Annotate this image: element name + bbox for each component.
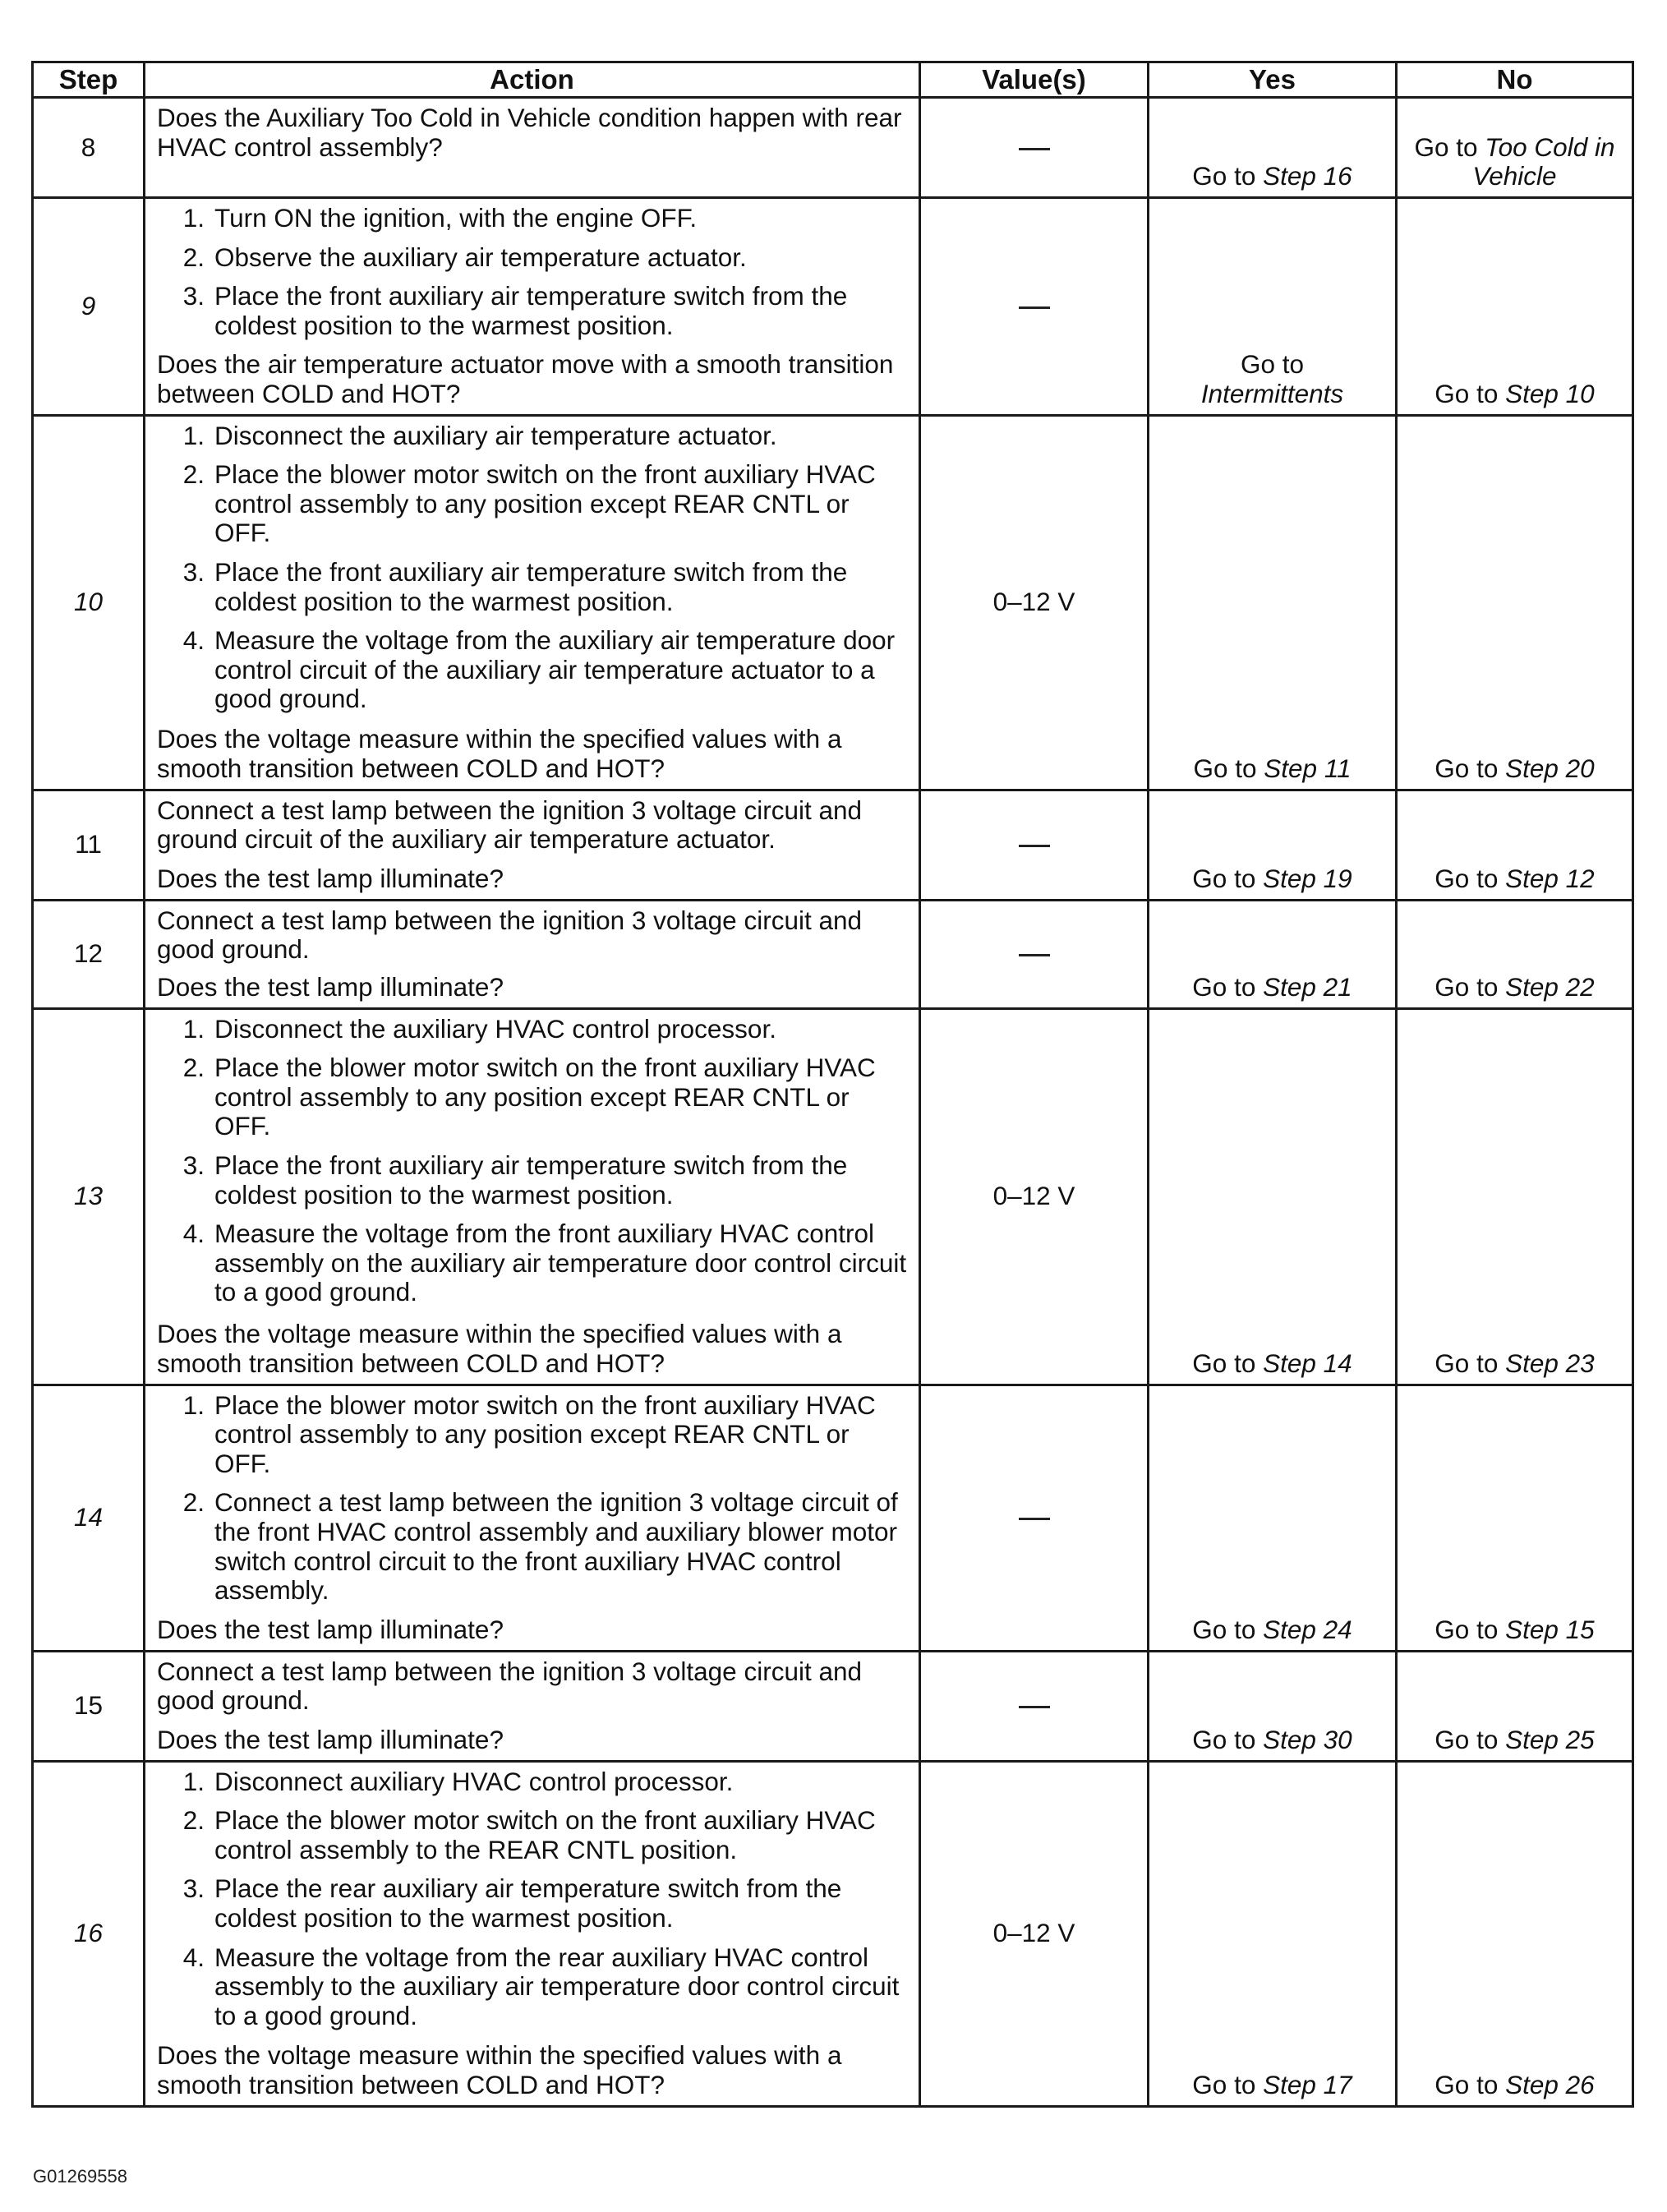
procedure-step	[157, 1943, 909, 2031]
no-outcome	[1397, 790, 1633, 900]
no-outcome	[1397, 98, 1633, 198]
procedure-step-number: 2.	[182, 459, 205, 490]
procedure-step-text: Measure the voltage from the auxiliary air temperature door control circuit of the auxiliary air temperature actuator to a good ground.	[214, 625, 896, 714]
no-prefix: Go to	[1434, 1614, 1506, 1644]
value-cell	[920, 98, 1149, 198]
procedure-step	[157, 422, 909, 451]
no-link[interactable]: Step 12	[1505, 863, 1595, 893]
action-question: Does the test lamp illuminate?	[157, 863, 504, 893]
no-prefix: Go to	[1434, 863, 1506, 893]
action-question: Does the voltage measure within the specified values with a smooth transition between COLD and HOT?	[157, 2040, 842, 2099]
yes-link[interactable]: Step 14	[1263, 1348, 1352, 1378]
step-number: 11	[33, 790, 145, 900]
action-text: Does the Auxiliary Too Cold in Vehicle condition happen with rear HVAC control assembly?	[157, 103, 902, 162]
value-cell	[920, 1008, 1149, 1385]
value-text: 0–12 V	[992, 587, 1075, 617]
value-cell	[920, 1761, 1149, 2106]
no-link[interactable]: Step 20	[1505, 753, 1595, 783]
value-text: 0–12 V	[992, 1181, 1075, 1211]
no-prefix: Go to	[1434, 1724, 1506, 1754]
action-content	[145, 1386, 919, 1650]
procedure-step-number: 4.	[182, 1219, 205, 1249]
procedure-step-text: Turn ON the ignition, with the engine OFF.	[214, 203, 698, 233]
yes-outcome	[1149, 1385, 1397, 1651]
no-link[interactable]: Step 23	[1505, 1348, 1595, 1378]
procedure-step-number: 2.	[182, 1053, 205, 1083]
yes-outcome	[1149, 900, 1397, 1008]
value-cell	[920, 900, 1149, 1008]
yes-link[interactable]: Step 17	[1263, 2069, 1352, 2099]
action-question: Does the test lamp illuminate?	[157, 1724, 504, 1754]
yes-outcome	[1149, 1651, 1397, 1761]
dash-mark	[1019, 1518, 1050, 1520]
step-number: 16	[33, 1761, 145, 2106]
yes-link[interactable]: Step 30	[1263, 1724, 1352, 1754]
procedure-step-number: 2.	[182, 242, 205, 272]
yes-prefix: Go to	[1192, 1348, 1264, 1378]
table-row	[33, 415, 1633, 790]
procedure-step	[157, 1767, 909, 1797]
action-top	[157, 422, 909, 724]
yes-outcome	[1149, 1008, 1397, 1385]
action-question: Does the voltage measure within the specified values with a smooth transition between COLD and HOT?	[157, 724, 842, 783]
procedure-list	[157, 204, 909, 340]
yes-outcome	[1149, 790, 1397, 900]
procedure-step-text: Disconnect auxiliary HVAC control processor.	[214, 1766, 734, 1796]
step-number: 13	[33, 1008, 145, 1385]
procedure-step-text: Disconnect the auxiliary air temperature actuator.	[214, 420, 777, 450]
no-prefix: Go to	[1434, 971, 1506, 1002]
action-top	[157, 204, 909, 350]
action-cell	[145, 98, 920, 198]
yes-outcome	[1149, 1761, 1397, 2106]
procedure-step-text: Measure the voltage from the rear auxiliary HVAC control assembly to the auxiliary air temperature door control circuit to a good ground.	[214, 1942, 900, 2030]
dash-mark	[1019, 845, 1050, 847]
table-row	[33, 900, 1633, 1008]
procedure-list	[157, 1015, 909, 1307]
action-text: Connect a test lamp between the ignition 3 voltage circuit and good ground.	[157, 1656, 863, 1716]
dash-mark	[1019, 306, 1050, 309]
table-row	[33, 98, 1633, 198]
no-prefix: Go to	[1434, 753, 1506, 783]
dash-mark	[1019, 954, 1050, 956]
header-no: No	[1397, 62, 1633, 98]
action-content	[145, 1763, 919, 2105]
procedure-step	[157, 1874, 909, 1933]
procedure-step	[157, 243, 909, 273]
step-number: 14	[33, 1385, 145, 1651]
procedure-step-number: 3.	[182, 556, 205, 587]
yes-prefix: Go to	[1192, 161, 1264, 191]
procedure-list	[157, 422, 909, 714]
procedure-step-text: Place the blower motor switch on the front auxiliary HVAC control assembly to any position except REAR CNTL or OFF.	[214, 1389, 876, 1478]
step-number: 9	[33, 198, 145, 416]
table-row	[33, 1761, 1633, 2106]
procedure-step-number: 3.	[182, 1150, 205, 1180]
no-link[interactable]: Step 22	[1505, 971, 1595, 1002]
procedure-step-number: 3.	[182, 1873, 205, 1904]
procedure-step-text: Disconnect the auxiliary HVAC control processor.	[214, 1013, 776, 1044]
yes-prefix: Go to	[1192, 863, 1264, 893]
no-link[interactable]: Too Cold in Vehicle	[1472, 131, 1615, 191]
action-content	[145, 1652, 919, 1760]
step-number: 8	[33, 98, 145, 198]
step-number: 10	[33, 415, 145, 790]
dash-mark	[1019, 148, 1050, 150]
procedure-step	[157, 282, 909, 340]
action-question: Does the test lamp illuminate?	[157, 1614, 504, 1644]
procedure-step-number: 2.	[182, 1805, 205, 1836]
procedure-step	[157, 1053, 909, 1141]
yes-link[interactable]: Intermittents	[1200, 378, 1344, 408]
action-top	[157, 1767, 909, 2041]
yes-link[interactable]: Step 24	[1263, 1614, 1352, 1644]
procedure-step-number: 1.	[182, 1766, 205, 1796]
action-text: Connect a test lamp between the ignition 3 voltage circuit and ground circuit of the auxiliary air temperature actuator.	[157, 795, 863, 855]
procedure-step	[157, 1219, 909, 1307]
action-content	[145, 417, 919, 789]
table-row	[33, 1008, 1633, 1385]
no-outcome	[1397, 1385, 1633, 1651]
action-top	[157, 1015, 909, 1317]
procedure-step-number: 3.	[182, 281, 205, 311]
yes-outcome	[1149, 415, 1397, 790]
procedure-step-text: Place the front auxiliary air temperature switch from the coldest position to the warmest position.	[214, 281, 848, 340]
action-content	[145, 99, 919, 196]
yes-prefix: Go to	[1192, 2069, 1264, 2099]
procedure-step	[157, 1806, 909, 1864]
action-top	[157, 1657, 909, 1716]
value-cell	[920, 198, 1149, 416]
action-top	[157, 796, 909, 855]
figure-id: G01269558	[33, 2166, 127, 2187]
procedure-step-text: Place the front auxiliary air temperature switch from the coldest position to the warmest position.	[214, 556, 848, 616]
no-prefix: Go to	[1434, 378, 1506, 408]
procedure-step	[157, 626, 909, 714]
procedure-step-number: 1.	[182, 420, 205, 450]
no-outcome	[1397, 415, 1633, 790]
procedure-step	[157, 1391, 909, 1479]
procedure-list	[157, 1767, 909, 2031]
no-outcome	[1397, 198, 1633, 416]
value-cell	[920, 1651, 1149, 1761]
action-question: Does the voltage measure within the specified values with a smooth transition between COLD and HOT?	[157, 1319, 842, 1378]
yes-prefix: Go to	[1192, 1724, 1264, 1754]
no-outcome	[1397, 1008, 1633, 1385]
value-cell	[920, 1385, 1149, 1651]
action-cell	[145, 1385, 920, 1651]
yes-prefix: Go to	[1240, 349, 1305, 380]
procedure-step-text: Place the front auxiliary air temperature switch from the coldest position to the warmest position.	[214, 1150, 848, 1210]
yes-outcome	[1149, 98, 1397, 198]
dash-mark	[1019, 1706, 1050, 1708]
no-prefix: Go to	[1434, 2069, 1506, 2099]
procedure-step-number: 4.	[182, 1942, 205, 1972]
no-prefix: Go to	[1434, 1348, 1506, 1378]
header-action: Action	[145, 62, 920, 98]
yes-prefix: Go to	[1192, 971, 1264, 1002]
yes-link[interactable]: Step 11	[1264, 753, 1352, 783]
procedure-step	[157, 1488, 909, 1605]
action-cell	[145, 415, 920, 790]
header-row	[33, 62, 1633, 98]
procedure-step-text: Place the blower motor switch on the front auxiliary HVAC control assembly to any position except REAR CNTL or OFF.	[214, 459, 876, 548]
procedure-step	[157, 1015, 909, 1044]
action-cell	[145, 1761, 920, 2106]
table-row	[33, 198, 1633, 416]
diagnostic-table	[31, 61, 1634, 2108]
procedure-step-number: 2.	[182, 1487, 205, 1518]
procedure-step	[157, 1151, 909, 1210]
procedure-step-number: 1.	[182, 1013, 205, 1044]
action-question: Does the test lamp illuminate?	[157, 971, 504, 1002]
step-number: 15	[33, 1651, 145, 1761]
table-row	[33, 790, 1633, 900]
procedure-step	[157, 558, 909, 616]
no-link[interactable]: Step 10	[1505, 378, 1595, 408]
action-content	[145, 791, 919, 899]
action-top	[157, 906, 909, 965]
action-top	[157, 104, 909, 162]
yes-link[interactable]: Step 16	[1263, 161, 1352, 191]
action-cell	[145, 1008, 920, 1385]
procedure-step	[157, 204, 909, 233]
procedure-step-number: 1.	[182, 1389, 205, 1420]
value-cell	[920, 415, 1149, 790]
header-values: Value(s)	[920, 62, 1149, 98]
procedure-step-text: Place the rear auxiliary air temperature switch from the coldest position to the warmest position.	[214, 1873, 842, 1933]
no-link[interactable]: Step 25	[1505, 1724, 1595, 1754]
procedure-step-text: Connect a test lamp between the ignition 3 voltage circuit of the front HVAC control assembly and auxiliary blower motor switch control circuit to the front auxiliary HVAC control assembly.	[214, 1487, 898, 1606]
action-content	[145, 199, 919, 414]
procedure-step-text: Measure the voltage from the front auxiliary HVAC control assembly on the auxiliary air temperature door control circuit to a good ground.	[214, 1219, 907, 1307]
table-row	[33, 1385, 1633, 1651]
action-question: Does the air temperature actuator move with a smooth transition between COLD and HOT?	[157, 349, 894, 408]
no-prefix: Go to	[1414, 131, 1485, 162]
procedure-step	[157, 460, 909, 548]
procedure-step-number: 1.	[182, 203, 205, 233]
yes-link[interactable]: Step 19	[1263, 863, 1352, 893]
procedure-step-text: Observe the auxiliary air temperature actuator.	[214, 242, 747, 272]
table-body	[33, 98, 1633, 2107]
header-yes: Yes	[1149, 62, 1397, 98]
value-cell	[920, 790, 1149, 900]
procedure-step-number: 4.	[182, 625, 205, 656]
yes-prefix: Go to	[1192, 1614, 1264, 1644]
step-number: 12	[33, 900, 145, 1008]
yes-prefix: Go to	[1193, 753, 1264, 783]
no-link[interactable]: Step 15	[1505, 1614, 1595, 1644]
no-outcome	[1397, 900, 1633, 1008]
value-text: 0–12 V	[992, 1918, 1075, 1948]
yes-outcome	[1149, 198, 1397, 416]
no-outcome	[1397, 1651, 1633, 1761]
action-cell	[145, 198, 920, 416]
table-row	[33, 1651, 1633, 1761]
procedure-list	[157, 1391, 909, 1606]
no-link[interactable]: Step 26	[1505, 2069, 1595, 2099]
action-cell	[145, 900, 920, 1008]
action-top	[157, 1391, 909, 1615]
action-content	[145, 1010, 919, 1384]
procedure-step-text: Place the blower motor switch on the front auxiliary HVAC control assembly to the REAR CNTL position.	[214, 1805, 876, 1864]
header-step: Step	[33, 62, 145, 98]
procedure-step-text: Place the blower motor switch on the front auxiliary HVAC control assembly to any position except REAR CNTL or OFF.	[214, 1053, 876, 1141]
action-cell	[145, 1651, 920, 1761]
no-outcome	[1397, 1761, 1633, 2106]
yes-link[interactable]: Step 21	[1263, 971, 1352, 1002]
action-content	[145, 901, 919, 1007]
action-cell	[145, 790, 920, 900]
action-text: Connect a test lamp between the ignition 3 voltage circuit and good ground.	[157, 905, 863, 965]
